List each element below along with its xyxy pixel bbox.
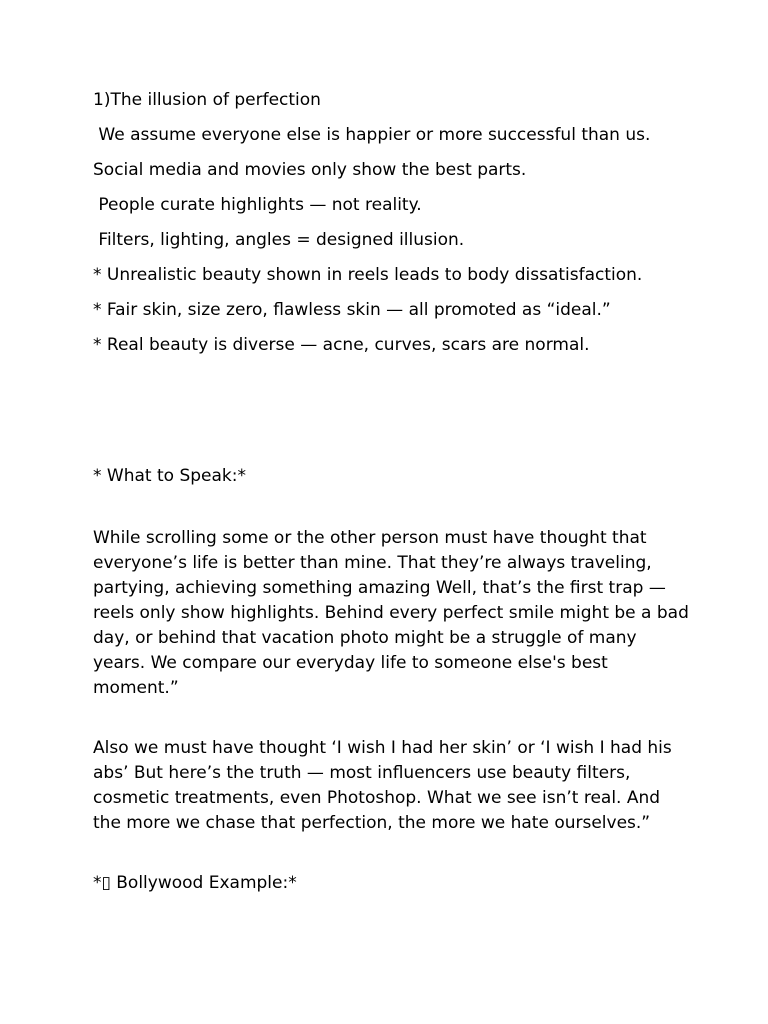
bullet-line: People curate highlights — not reality. <box>93 195 422 215</box>
document-body <box>93 88 693 906</box>
paragraph-scrolling: While scrolling some or the other person must have thought that everyone’s life is better than mine. That they’re always traveling, partying, achieving something amazing Well, that’s the first trap — reels only show highlights. Behind every perfect smile might be a bad day, or behind that vacation photo might be a struggle of many years. We compare our everyday life to someone else's best moment.” <box>93 528 689 698</box>
bollywood-example-heading: *▯ Bollywood Example:* <box>93 873 297 893</box>
what-to-speak-heading: * What to Speak:* <box>93 466 246 486</box>
bullet-line: * Fair skin, size zero, flawless skin — all promoted as “ideal.” <box>93 300 611 320</box>
blank-space <box>93 836 693 871</box>
bullet-line: Social media and movies only show the best parts. <box>93 160 527 180</box>
section-title: 1)The illusion of perfection <box>93 90 321 110</box>
bullet-line: Filters, lighting, angles = designed illusion. <box>93 230 465 250</box>
bullet-line: We assume everyone else is happier or more successful than us. <box>93 125 651 145</box>
blank-space <box>93 701 693 736</box>
bullet-line: * Unrealistic beauty shown in reels leads to body dissatisfaction. <box>93 265 643 285</box>
bullet-line: * Real beauty is diverse — acne, curves, scars are normal. <box>93 335 590 355</box>
blank-space <box>93 368 693 464</box>
paragraph-beauty-filters: Also we must have thought ‘I wish I had her skin’ or ‘I wish I had his abs’ But here’s the truth — most influencers use beauty filters, cosmetic treatments, even Photoshop. What we see isn’t real. And the more we chase that perfection, the more we hate ourselves.” <box>93 738 672 833</box>
blank-space <box>93 499 693 526</box>
